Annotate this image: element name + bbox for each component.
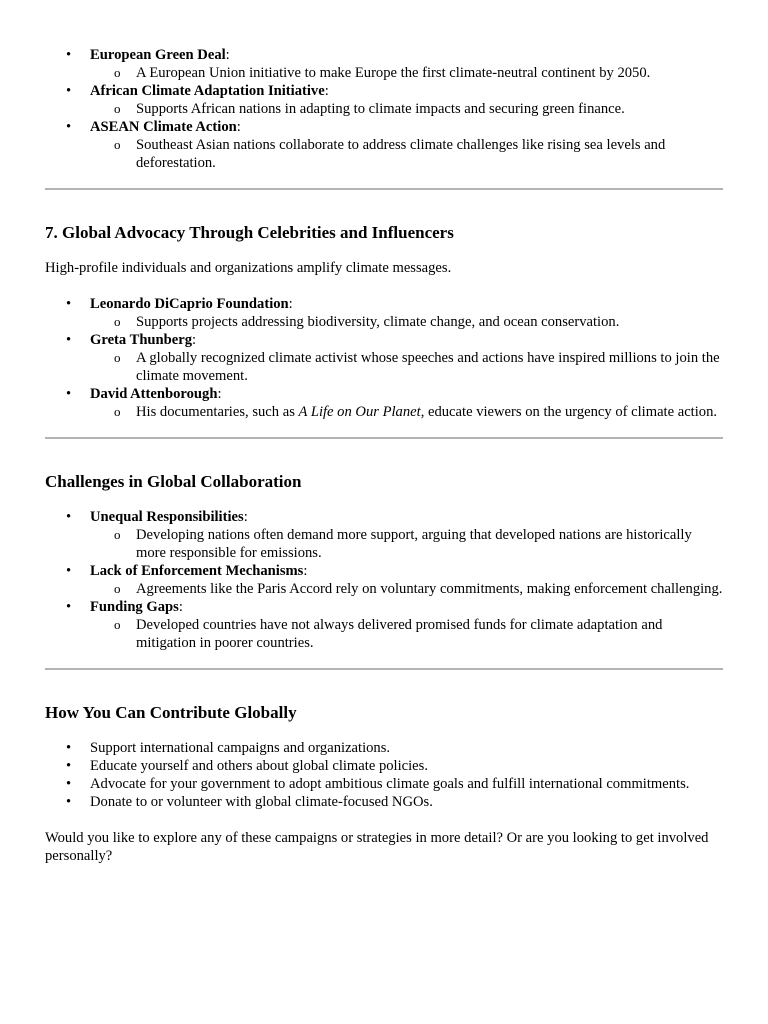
section-heading-advocacy: 7. Global Advocacy Through Celebrities and Influencers: [45, 223, 454, 242]
list-item: • African Climate Adaptation Initiative: o Supports African nations in adapting to climate impacts and securing green finance.: [90, 82, 723, 118]
section-heading-challenges: Challenges in Global Collaboration: [45, 472, 302, 491]
sub-list: [90, 349, 723, 385]
sub-list-item: o Supports projects addressing biodiversity, climate change, and ocean conservation.: [136, 313, 723, 331]
list-item: • Unequal Responsibilities: o Developing nations often demand more support, arguing that developed nations are historically more responsible for emissions.: [90, 508, 723, 562]
sub-list: [90, 100, 723, 118]
list-item: • David Attenborough: o His documentaries, such as A Life on Our Planet, educate viewers on the urgency of climate action.: [90, 385, 723, 421]
sub-list-item: o Supports African nations in adapting to climate impacts and securing green finance.: [136, 100, 723, 118]
item-title: Funding Gaps: [90, 599, 179, 615]
sub-list-item: o A globally recognized climate activist whose speeches and actions have inspired millions to join the climate movement.: [136, 349, 723, 385]
sub-list: [90, 616, 723, 652]
list-item: • European Green Deal: o A European Union initiative to make Europe the first climate-neutral continent by 2050.: [90, 46, 723, 82]
sub-list: [90, 403, 723, 421]
sub-list: [90, 526, 723, 562]
sub-list-item: o Developing nations often demand more support, arguing that developed nations are historically more responsible for emissions.: [136, 526, 723, 562]
item-title: Unequal Responsibilities: [90, 509, 244, 525]
sub-list: [90, 136, 723, 172]
list-item: • Greta Thunberg: o A globally recognized climate activist whose speeches and actions have inspired millions to join the climate movement.: [90, 331, 723, 385]
sub-list-item: o His documentaries, such as A Life on Our Planet, educate viewers on the urgency of climate action.: [136, 403, 723, 421]
documentary-title: A Life on Our Planet: [298, 404, 421, 420]
list-item: • Support international campaigns and organizations.: [90, 739, 723, 757]
sub-list: [90, 580, 723, 598]
challenges-list: [45, 508, 723, 652]
item-title: Greta Thunberg: [90, 332, 193, 348]
list-item: • Donate to or volunteer with global climate-focused NGOs.: [90, 793, 723, 811]
advocacy-list: [45, 295, 723, 421]
list-item: • Advocate for your government to adopt ambitious climate goals and fulfill international commitments.: [90, 775, 723, 793]
item-title: Lack of Enforcement Mechanisms: [90, 563, 304, 579]
item-title: David Attenborough: [90, 386, 218, 402]
list-item: • Educate yourself and others about global climate policies.: [90, 757, 723, 775]
item-title: Leonardo DiCaprio Foundation: [90, 296, 289, 312]
item-title: African Climate Adaptation Initiative: [90, 83, 325, 99]
section-intro: High-profile individuals and organizations amplify climate messages.: [45, 260, 452, 276]
contribute-list: [45, 739, 723, 811]
regional-initiatives-list: [45, 46, 723, 172]
list-item: • Leonardo DiCaprio Foundation: o Supports projects addressing biodiversity, climate change, and ocean conservation.: [90, 295, 723, 331]
sub-list: [90, 64, 723, 82]
list-item: • Funding Gaps: o Developed countries have not always delivered promised funds for climate adaptation and mitigation in poorer countries.: [90, 598, 723, 652]
list-item: • ASEAN Climate Action: o Southeast Asian nations collaborate to address climate challenges like rising sea levels and deforestation.: [90, 118, 723, 172]
sub-list-item: o Developed countries have not always delivered promised funds for climate adaptation and mitigation in poorer countries.: [136, 616, 723, 652]
sub-list-item: o A European Union initiative to make Europe the first climate-neutral continent by 2050.: [136, 64, 723, 82]
sub-list: [90, 313, 723, 331]
item-title: European Green Deal: [90, 47, 226, 63]
section-heading-contribute: How You Can Contribute Globally: [45, 703, 297, 722]
sub-list-item: o Agreements like the Paris Accord rely on voluntary commitments, making enforcement challenging.: [136, 580, 723, 598]
closing-question: Would you like to explore any of these campaigns or strategies in more detail? Or are you looking to get involved personally?: [45, 830, 709, 864]
item-title: ASEAN Climate Action: [90, 119, 237, 135]
sub-list-item: o Southeast Asian nations collaborate to address climate challenges like rising sea levels and deforestation.: [136, 136, 723, 172]
list-item: • Lack of Enforcement Mechanisms: o Agreements like the Paris Accord rely on voluntary commitments, making enforcement challenging.: [90, 562, 723, 598]
